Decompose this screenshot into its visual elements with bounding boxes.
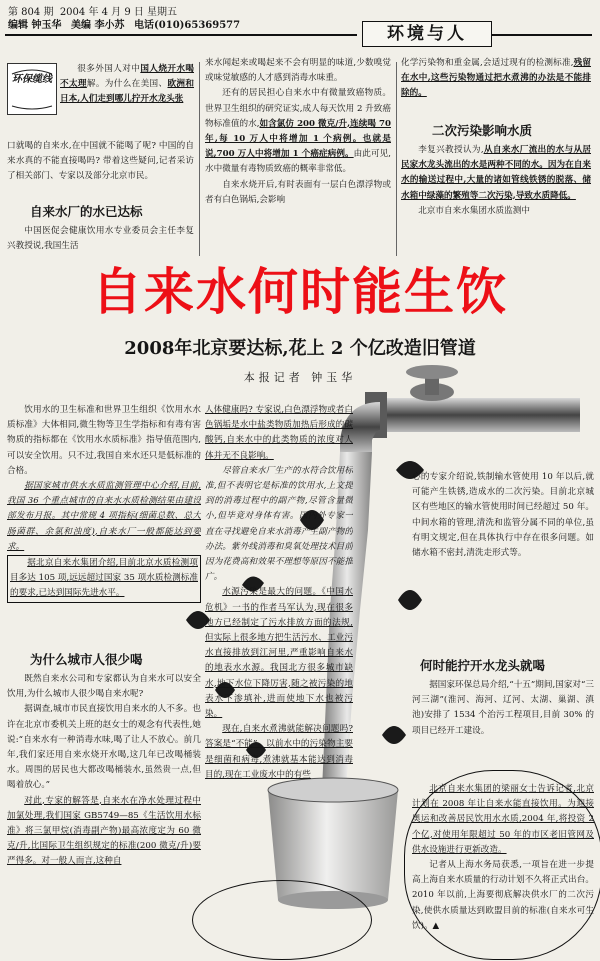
hand-drawn-oval-mark <box>192 880 372 960</box>
text: 据国家环保总局介绍,“十五”期间,国家对“三河三湖”(淮河、海河、辽河、太湖、巢湖、滇池)安排了 1534 个治污工程项目,目前 30% 的项目已经开工建设。 <box>412 680 594 736</box>
text: 化学污染物和重金属,会适过现有的检测标准, <box>401 58 574 68</box>
byline: 本报记者 钟玉华 <box>243 371 357 384</box>
issue-date: 2004 年 4 月 9 日 星期五 <box>59 7 178 18</box>
boxed-text: 据北京自来水集团介绍,目前北京水质检测项目多达 105 项,远远超过国家 35 项水质检测标准的要求,已达到国际先进水平。 <box>10 558 198 599</box>
text: 中国医促会健康饮用水专业委员会主任李复兴教授说,我国生活 <box>7 226 194 252</box>
underlined-text: 残留在水中,这些污染物通过把水煮沸的办法是不能排除的。 <box>401 58 591 99</box>
stamp-text: 环保缆线 <box>12 74 52 85</box>
lower-col1-top <box>7 403 201 655</box>
subheadline: 2008年北京要达标,花上 2 个亿改造旧管道 <box>124 338 476 359</box>
text: 据调查,城市市民直接饮用自来水的人不多。也许在北京市委机关上班的赵女士的观念有代表性,她说:“自来水有一种消毒水味,喝了让人不放心。前几年,我们家还用自来水烧开水喝,这几年已改喝桶装水。周围的居民也大都改喝桶装水,虽然贵一点,但喝着放心。” <box>7 704 201 791</box>
underlined-text: 欧洲和日本,人们走 <box>60 79 194 105</box>
underlined-text: 人体健康吗? 专家说,白色漂浮物或者白色锅垢是水中盐类物质加热后形成的碳酸钙,自来水中的此类物质的浓度对人体并无不良影响。 <box>205 405 353 461</box>
underlined-text: 据国家城市供水水质监测管理中心介绍,目前,我国 36 个重点城市的自来水水质检测结果由建设部发布月报。其中常规 4 项指标(细菌总数、总大肠菌群、余氯和浊度),自来水厂一般都能达到要求。 <box>7 481 201 552</box>
text: 由此可见,水中微量有毒物质致癌的概率非常低。 <box>205 149 391 175</box>
subhead-secondary-pollution: 二次污染影响水质 <box>432 123 533 138</box>
phone: 电话(010)65369577 <box>134 20 241 31</box>
designer: 美编 李小苏 <box>71 20 125 31</box>
text: 北京市自来水集团水质监测中 <box>418 205 530 216</box>
text: 饮用水的卫生标准和世界卫生组织《饮用水水质标准》大体相同,微生物等卫生学指标和有毒有害物质的指标都在《饮用水水质标准》指导值范围内,可以安全饮用。只不过,我国自来水还只是低标准的合格。 <box>7 405 201 476</box>
lower-col2 <box>205 403 353 945</box>
text: 解。为什么在美国、 <box>86 79 168 90</box>
text: 自来水烧开后,有时表面有一层白色漂浮物或者有白色锅垢,会影响 <box>205 179 391 205</box>
lower-col3-top <box>412 470 594 658</box>
text: 还有的居民担心自来水中有微量致癌物质。世界卫生组织的研究证实,成人每天饮用 2 升致癌物标准值的水, <box>205 88 391 129</box>
underlined-text: 现在,自来水煮沸就能解决问题吗? 答案是“不能”。以前水中的污染物主要是细菌和病毒,煮沸就基本能达到消毒目的,现在工业废水中的有些 <box>205 724 353 780</box>
section-title: 环境与人 <box>362 21 492 47</box>
underlined-text: 对此,专家的解答是,自来水在净水处理过程中加氯处理,我们国家 GB5749—85《生活饮用水标准》将三氯甲烷(消毒副产物)最高浓度定为 60 微克/升,比国际卫生组织规定的标准(200 微克/升)要严得多。对一般人而言,这种自 <box>7 795 201 867</box>
lower-col3-mid <box>412 678 594 780</box>
underlined-text: 到哪儿拧开水龙头张 <box>105 94 184 105</box>
underlined-text: 水源污染是最大的问题。《中国水危机》一书的作者马军认为,现在很多地方已经制定了污水排放方面的法规,但实际上很多地方把生活污水、工业污水直接排放到江河里,严重影响自来水的地表水水源。我国北方很多城市缺水,地下水位下降厉害,随之被污染的地表水下渗填补,进而使地下水也被污染。 <box>205 587 353 720</box>
text: 来水闻起来或喝起来不会有明显的味道,少数嗅觉或味觉敏感的人才感到消毒水味重。 <box>205 58 391 84</box>
editor: 编辑 钟玉华 <box>8 20 62 31</box>
subhead-when-drink: 何时能拧开水龙头就喝 <box>420 658 546 673</box>
hand-drawn-oval-mark <box>404 770 600 960</box>
faucet-icon <box>340 365 580 452</box>
text: 记者从上海水务局获悉,一项旨在进一步提高上海自来水质量的行动计划不久将正式出台。2010 年以前,上海要彻底解决供水厂的二次污染,使供水质量达到欧盟目前的标准(自来水可生饮)。▲ <box>412 860 594 931</box>
underlined-text: 从自来水厂流出的水与从居民家水龙头流出的水是两种不同的水。因为在自来水的输送过程中,大量的诸如管线铁锈的脱落、储水箱中绿藻的繁殖等二次污染,导致水质降低。 <box>401 145 591 201</box>
underlined-text: 北京自来水集团的梁丽女士告诉记者,北京计划在 2008 年让自来水能直接饮用。为迎接奥运和改善居民饮用水水质,2004 年,将投资 2 个亿,对使用年限超过 50 年的市区老旧管网及供水设施进行更新改造。 <box>412 784 594 855</box>
lower-col1-bottom <box>7 672 201 954</box>
underlined-text: 国人烧开水喝不太理 <box>60 64 194 90</box>
text: 尽管自来水厂生产的水符合饮用标准,但不表明它是标准的饮用水,上文提到的消毒过程中的副产物,尽管含量微小,但毕竟对身体有害。国内外专家一直在寻找避免自来水消毒产生副产物的办法。紫外线消毒和臭氧处理技术目前因为花费高和效果不理想等原因不能推广。 <box>205 465 353 583</box>
issue-number: 第 804 期 <box>8 7 54 18</box>
subhead-why-city: 为什么城市人很少喝 <box>30 652 143 667</box>
subhead-water-plant: 自来水厂的水已达标 <box>30 204 143 219</box>
text: 既然自来水公司和专家都认为自来水可以安全饮用,为什么城市人很少喝自来水呢? <box>7 674 201 700</box>
text: 很多外国人对中 <box>77 64 141 74</box>
text: 李复兴教授认为, <box>418 145 484 155</box>
text: 口就喝的自来水,在中国就不能喝了呢? 中国的自来水真的不能直接喝吗? 带着这些疑问,记者采访了相关部门、专家以及部分北京市民。 <box>7 141 194 182</box>
text: 心的专家介绍说,铁制输水管使用 10 年以后,就可能产生铁锈,造成水的二次污染。目前北京城区有些地区的输水管使用时间已经超过 50 年。中间水箱的管理,清洗和监管分属不同的单位,虽有明文规定,但在具体执行中存在很多问题。如储水箱不密封,清洗走形式等。 <box>412 472 594 559</box>
headline: 自来水何时能生饮 <box>92 263 508 321</box>
underlined-text: 如含氯仿 200 微克/升,连续喝 70 年,每 10 万人中将增加 1 个病例。也就是说,700 万人中将增加 1 个癌症病例。 <box>205 118 391 160</box>
